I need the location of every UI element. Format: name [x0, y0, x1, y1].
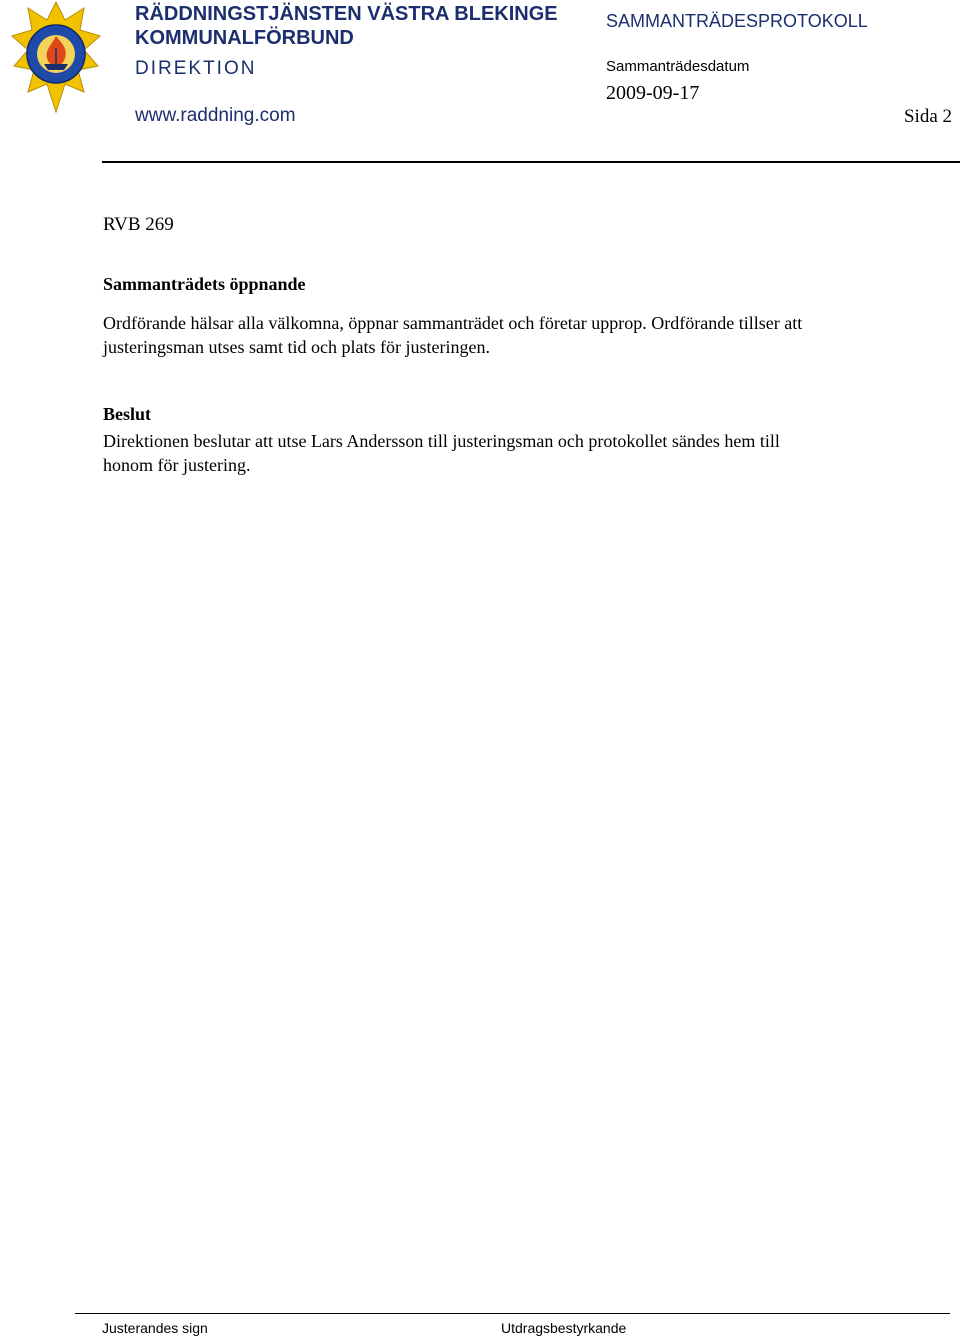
- certification-label: Utdragsbestyrkande: [501, 1320, 627, 1336]
- fire-brigade-emblem-icon: [10, 0, 102, 116]
- website-link[interactable]: www.raddning.com: [135, 105, 296, 126]
- adjuster-signature-label: Justerandes sign: [102, 1320, 208, 1336]
- meeting-date-label: Sammanträdesdatum: [606, 58, 750, 75]
- paragraph-line: Ordförande hälsar alla välkomna, öppnar sammanträdet och företar upprop. Ordförande tillser att: [103, 313, 803, 333]
- organization-type: KOMMUNALFÖRBUND: [135, 27, 354, 49]
- section-id: RVB 269: [103, 214, 174, 235]
- decision-heading: Beslut: [103, 404, 152, 424]
- document-type: SAMMANTRÄDESPROTOKOLL: [606, 11, 868, 31]
- decision-line: Direktionen beslutar att utse Lars Andersson till justeringsman och protokollet sändes hem till: [103, 431, 780, 451]
- section-title: Sammanträdets öppnande: [103, 274, 306, 294]
- decision-line: honom för justering.: [103, 455, 251, 475]
- page-number: Sida 2: [903, 106, 952, 127]
- header-divider: [102, 161, 960, 163]
- footer-divider: [75, 1313, 950, 1314]
- paragraph-line: justeringsman utses samt tid och plats för justeringen.: [103, 337, 490, 357]
- emblem-ship: [44, 64, 68, 70]
- organization-name: RÄDDNINGSTJÄNSTEN VÄSTRA BLEKINGE: [135, 3, 558, 25]
- meeting-date-value: 2009-09-17: [606, 82, 700, 104]
- department-name: DIREKTION: [135, 58, 257, 79]
